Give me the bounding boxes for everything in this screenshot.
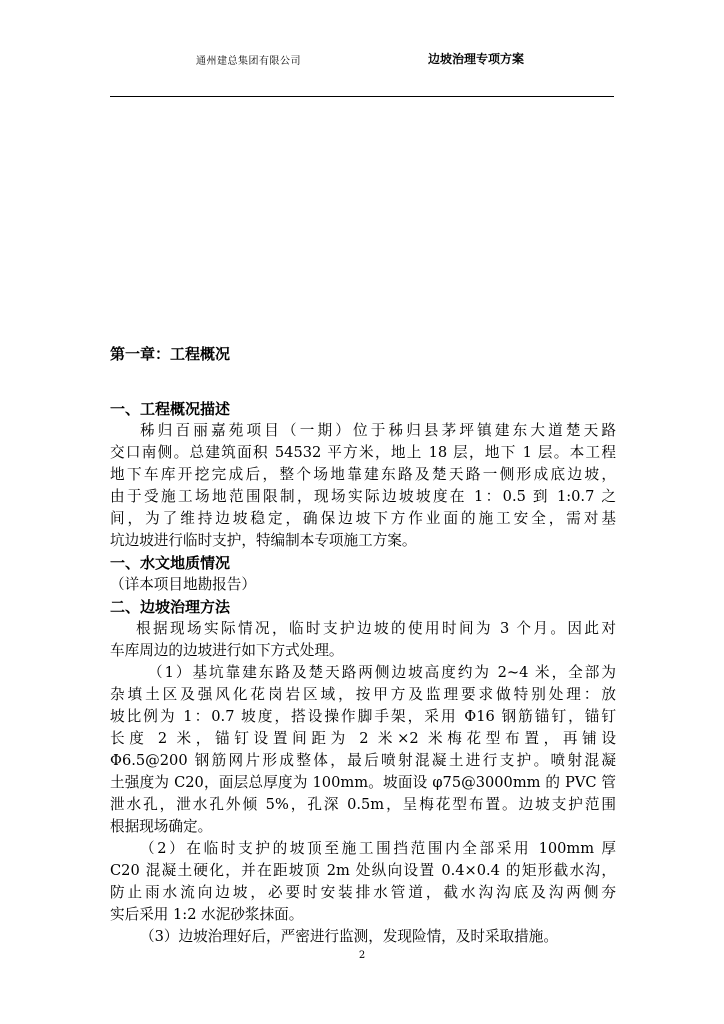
paragraph-line: 间，为了维持边坡稳定，确保边坡下方作业面的施工安全，需对基 <box>110 510 616 527</box>
body-content <box>110 398 616 948</box>
paragraph-line: （3）边坡治理好后，严密进行监测，发现险情，及时采取措施。 <box>140 928 558 945</box>
paragraph-line: C20 混凝土硬化，并在距坡顶 2m 处纵向设置 0.4×0.4 的矩形截水沟， <box>110 862 616 879</box>
paragraph-line: 实后采用 1:2 水泥砂浆抹面。 <box>110 906 304 923</box>
paragraph-line: 泄水孔，泄水孔外倾 5%，孔深 0.5m，呈梅花型布置。边坡支护范围 <box>110 796 616 813</box>
section-heading-hydrogeology: 一、水文地质情况 <box>110 554 231 572</box>
paragraph-line: （详本项目地勘报告） <box>110 576 256 593</box>
paragraph-line: 秭归百丽嘉苑项目（一期）位于秭归县茅坪镇建东大道楚天路 <box>140 422 616 439</box>
paragraph-line: 杂填土区及强风化花岗岩区域，按甲方及监理要求做特别处理：放 <box>110 686 616 703</box>
paragraph-line: 地下车库开挖完成后，整个场地靠建东路及楚天路一侧形成底边坡， <box>110 466 616 483</box>
paragraph-line: （1）基坑靠建东路及楚天路两侧边坡高度约为 2~4 米，全部为 <box>148 664 616 681</box>
paragraph-line: 防止雨水流向边坡，必要时安装排水管道，截水沟沟底及沟两侧夯 <box>110 884 616 901</box>
paragraph-line: 坡比例为 1：0.7 坡度，搭设操作脚手架，采用 Φ16 钢筋锚钉，锚钉 <box>110 708 616 725</box>
header-divider <box>110 96 614 97</box>
paragraph-line: 车库周边的边坡进行如下方式处理。 <box>110 642 344 659</box>
chapter-title: 第一章：工程概况 <box>110 345 231 363</box>
paragraph-line: 根据现场确定。 <box>110 818 213 835</box>
paragraph-line: 根据现场实际情况，临时支护边坡的使用时间为 3 个月。因此对 <box>136 620 616 637</box>
paragraph-line: 坑边坡进行临时支护，特编制本专项施工方案。 <box>110 532 417 549</box>
paragraph-line: 交口南侧。总建筑面积 54532 平方米，地上 18 层，地下 1 层。本工程 <box>110 444 616 461</box>
paragraph-line: 长度 2 米，锚钉设置间距为 2 米×2 米梅花型布置，再铺设 <box>110 730 616 747</box>
page-number: 2 <box>358 950 366 961</box>
section-heading-slope-treatment: 二、边坡治理方法 <box>110 598 231 616</box>
header-doc-title: 边坡治理专项方案 <box>428 52 525 66</box>
paragraph-line: （2）在临时支护的坡顶至施工围挡范围内全部采用 100mm 厚 <box>140 840 616 857</box>
section-heading-overview: 一、工程概况描述 <box>110 400 231 418</box>
header-company: 通州建总集团有限公司 <box>196 56 301 67</box>
paragraph-line: Φ6.5@200 钢筋网片形成整体，最后喷射混凝土进行支护。喷射混凝 <box>110 752 616 769</box>
paragraph-line: 土强度为 C20，面层总厚度为 100mm。坡面设 φ75@3000mm 的 PVC 管 <box>110 774 616 791</box>
paragraph-line: 由于受施工场地范围限制，现场实际边坡坡度在 1：0.5 到 1:0.7 之 <box>110 488 616 505</box>
